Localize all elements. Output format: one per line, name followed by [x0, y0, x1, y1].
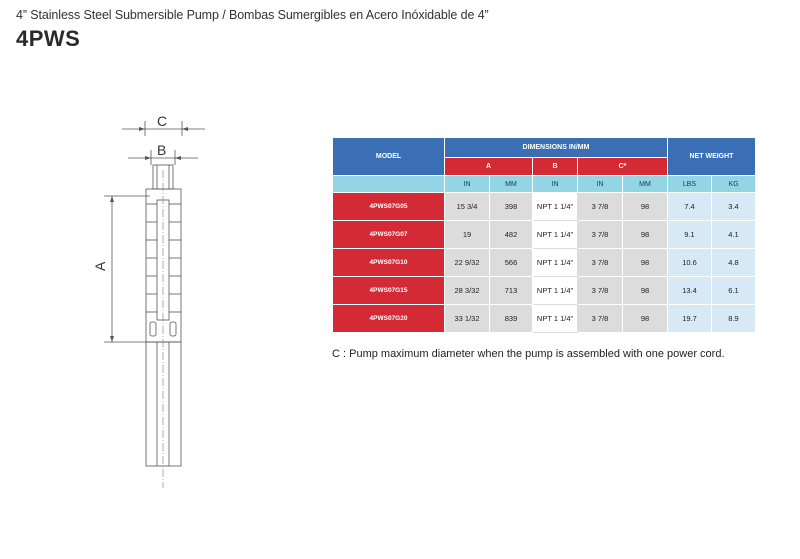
row-model: 4PWS07G10: [333, 249, 445, 277]
row-lbs: 10.6: [668, 249, 712, 277]
header-col-b: B: [533, 158, 578, 176]
row-kg: 8.9: [712, 305, 756, 333]
row-c-in: 3 7/8: [578, 193, 623, 221]
row-a-in: 33 1/32: [445, 305, 490, 333]
row-c-mm: 98: [623, 249, 668, 277]
header-col-c: C*: [578, 158, 668, 176]
row-b-in: NPT 1 1/4”: [533, 249, 578, 277]
row-c-in: 3 7/8: [578, 305, 623, 333]
row-lbs: 13.4: [668, 277, 712, 305]
row-c-mm: 98: [623, 305, 668, 333]
table-row: [333, 221, 756, 249]
row-model: 4PWS07G05: [333, 193, 445, 221]
dimension-label-c: C: [157, 113, 168, 129]
row-c-mm: 98: [623, 277, 668, 305]
unit-c-in: IN: [578, 176, 623, 193]
row-kg: 6.1: [712, 277, 756, 305]
row-b-in: NPT 1 1/4”: [533, 221, 578, 249]
table-row: [333, 277, 756, 305]
row-a-in: 15 3/4: [445, 193, 490, 221]
row-a-in: 28 3/32: [445, 277, 490, 305]
row-c-in: 3 7/8: [578, 277, 623, 305]
unit-lbs: LBS: [668, 176, 712, 193]
header-net-weight: NET WEIGHT: [668, 138, 756, 176]
unit-a-in: IN: [445, 176, 490, 193]
table-row: [333, 305, 756, 333]
dimension-label-a: A: [92, 261, 108, 271]
row-a-in: 22 9/32: [445, 249, 490, 277]
header-col-a: A: [445, 158, 533, 176]
document-subtitle: 4” Stainless Steel Submersible Pump / Bombas Sumergibles en Acero Inóxidable de 4”: [16, 8, 489, 22]
dimensions-table: [332, 137, 756, 333]
row-a-mm: 839: [490, 305, 533, 333]
row-model: 4PWS07G07: [333, 221, 445, 249]
row-kg: 4.8: [712, 249, 756, 277]
row-b-in: NPT 1 1/4”: [533, 305, 578, 333]
row-a-mm: 713: [490, 277, 533, 305]
pump-dimension-diagram: [0, 0, 320, 559]
footnote: C : Pump maximum diameter when the pump is assembled with one power cord.: [332, 348, 725, 360]
header-model: MODEL: [333, 138, 445, 176]
table-row: [333, 249, 756, 277]
row-a-mm: 566: [490, 249, 533, 277]
table-row: [333, 193, 756, 221]
dimension-label-b: B: [157, 142, 167, 158]
row-a-mm: 482: [490, 221, 533, 249]
unit-spacer: [333, 176, 445, 193]
row-a-in: 19: [445, 221, 490, 249]
row-model: 4PWS07G15: [333, 277, 445, 305]
row-b-in: NPT 1 1/4”: [533, 193, 578, 221]
unit-b-in: IN: [533, 176, 578, 193]
unit-kg: KG: [712, 176, 756, 193]
row-c-in: 3 7/8: [578, 221, 623, 249]
row-kg: 3.4: [712, 193, 756, 221]
row-lbs: 9.1: [668, 221, 712, 249]
row-lbs: 19.7: [668, 305, 712, 333]
row-c-mm: 98: [623, 221, 668, 249]
row-kg: 4.1: [712, 221, 756, 249]
header-dimensions: DIMENSIONS IN/MM: [445, 138, 668, 158]
row-b-in: NPT 1 1/4”: [533, 277, 578, 305]
document-title: 4PWS: [16, 26, 81, 51]
row-a-mm: 398: [490, 193, 533, 221]
row-lbs: 7.4: [668, 193, 712, 221]
unit-c-mm: MM: [623, 176, 668, 193]
row-c-in: 3 7/8: [578, 249, 623, 277]
row-c-mm: 98: [623, 193, 668, 221]
unit-a-mm: MM: [490, 176, 533, 193]
row-model: 4PWS07G20: [333, 305, 445, 333]
